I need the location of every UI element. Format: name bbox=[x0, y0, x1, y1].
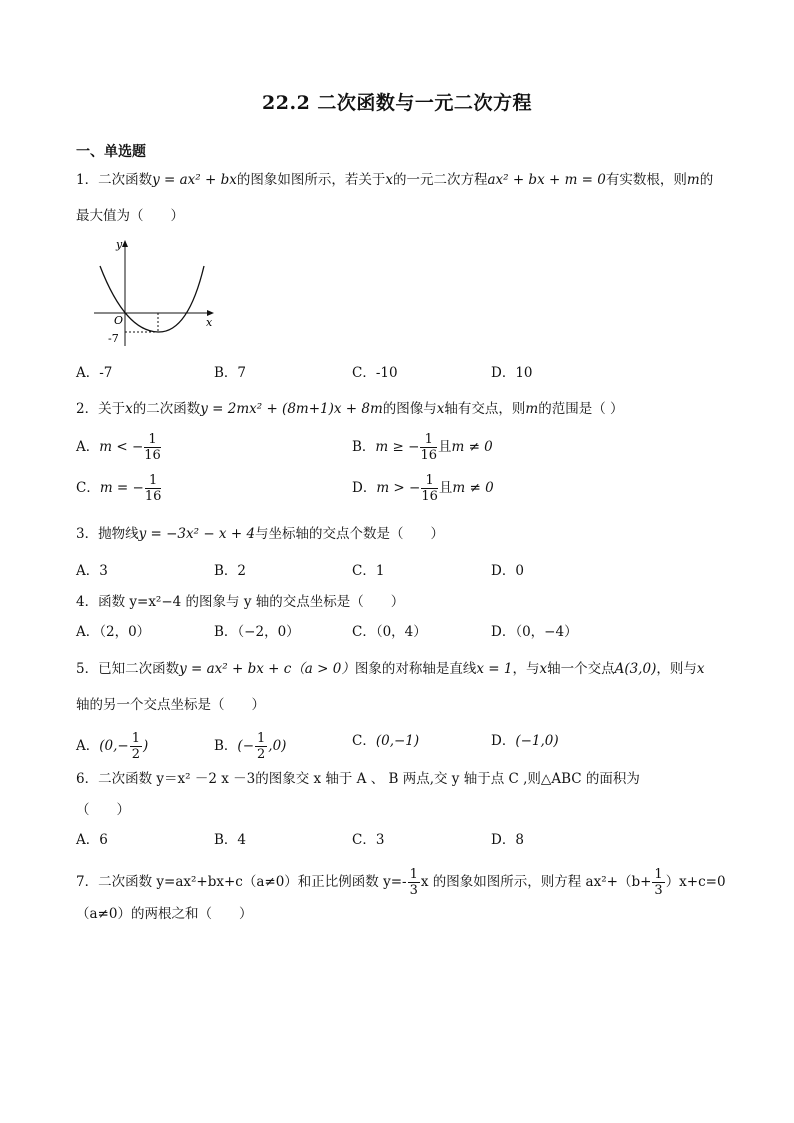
q6-option-a: A．6 bbox=[76, 832, 108, 848]
q2-option-d-fraction bbox=[421, 473, 438, 504]
q4-option-a: A．（2，0） bbox=[76, 624, 151, 640]
q2-option-d-and: 且 bbox=[438, 480, 453, 496]
fraction-denominator: 16 bbox=[144, 489, 162, 504]
q5-var-x2: x bbox=[696, 661, 705, 677]
q7-text-a: 7．二次函数 y=ax²+bx+c（a≠0）和正比例函数 y=- bbox=[76, 874, 407, 890]
q3-formula: y = −3x² − x + 4 bbox=[138, 526, 256, 542]
q2-text-d: 轴有交点，则 bbox=[444, 401, 526, 417]
q2-var-m: m bbox=[525, 401, 539, 417]
q5-text-c: ，与 bbox=[512, 661, 540, 677]
fraction-numerator: 1 bbox=[420, 432, 437, 448]
fraction-denominator: 16 bbox=[421, 489, 438, 504]
q5-option-d-letter: D． bbox=[491, 733, 516, 749]
q2-option-b-expr: m ≥ − bbox=[375, 439, 420, 455]
x-axis-label: x bbox=[206, 316, 213, 329]
min-value-label: -7 bbox=[108, 332, 119, 345]
q2-option-b-cond: m ≠ 0 bbox=[451, 439, 493, 455]
q1-option-d: D．10 bbox=[491, 365, 533, 381]
q3-line1 bbox=[76, 524, 444, 544]
q1-text-a: 1．二次函数 bbox=[76, 172, 153, 188]
q1-line2: 最大值为（ ） bbox=[76, 208, 184, 224]
q1-text-c: 的一元二次方程 bbox=[392, 172, 488, 188]
fraction-denominator: 2 bbox=[257, 747, 266, 762]
q5-option-a-letter: A． bbox=[76, 738, 100, 754]
q6-option-d: D．8 bbox=[491, 832, 524, 848]
q5-option-b-fraction bbox=[255, 731, 267, 762]
q5-condition: （a > 0） bbox=[291, 661, 355, 677]
fraction-denominator: 3 bbox=[409, 883, 418, 898]
q5-text-a: 5．已知二次函数 bbox=[76, 661, 180, 677]
fraction-numerator: 1 bbox=[145, 473, 162, 489]
q5-option-c-value: (0,−1) bbox=[375, 733, 420, 749]
q2-text-c: 的图像与 bbox=[382, 401, 437, 417]
q5-line1 bbox=[76, 659, 704, 679]
q1-option-c: C．-10 bbox=[352, 365, 398, 381]
q6-option-b: B．4 bbox=[214, 832, 247, 848]
q1-option-b: B．7 bbox=[214, 365, 247, 381]
fraction-denominator: 16 bbox=[420, 448, 437, 463]
q1-text-d: 有实数根，则 bbox=[605, 172, 687, 188]
q2-formula: y = 2mx² + (8m+1)x + 8m bbox=[200, 401, 383, 417]
fraction-denominator: 2 bbox=[131, 747, 140, 762]
q1-text-e: 的 bbox=[699, 172, 714, 188]
q4-line1: 4．函数 y=x²−4 的图象与 y 轴的交点坐标是（ ） bbox=[76, 594, 405, 610]
q1-formula-y: y = ax² + bx bbox=[152, 172, 237, 188]
q1-var-x: x bbox=[385, 172, 393, 188]
q5-text-b: 图象的对称轴是直线 bbox=[354, 661, 477, 677]
fraction-numerator: 1 bbox=[257, 731, 266, 746]
q5-text-d: 轴一个交点 bbox=[547, 661, 615, 677]
q5-option-c-letter: C． bbox=[352, 733, 376, 749]
q5-line2: 轴的另一个交点坐标是（ ） bbox=[76, 697, 265, 713]
fraction-numerator: 1 bbox=[421, 473, 438, 489]
q6-option-c: C．3 bbox=[352, 832, 385, 848]
q7-text-b: x 的图象如图所示，则方程 ax²+（b+ bbox=[420, 874, 652, 890]
q5-option-a-close: ) bbox=[143, 738, 149, 754]
q5-option-b bbox=[214, 731, 286, 762]
q5-option-b-close: ,0) bbox=[268, 738, 287, 754]
q2-option-c-expr: m = − bbox=[99, 480, 144, 496]
q2-option-d-cond: m ≠ 0 bbox=[452, 480, 494, 496]
q1-line1 bbox=[76, 170, 713, 190]
q1-parabola-graph bbox=[92, 238, 218, 348]
q3-text-b: 与坐标轴的交点个数是（ ） bbox=[255, 526, 445, 542]
q5-option-b-value: (− bbox=[237, 738, 255, 754]
q2-option-b-letter: B． bbox=[352, 439, 376, 455]
q2-text-e: 的范围是（ ） bbox=[538, 401, 624, 417]
q2-option-a-letter: A． bbox=[76, 439, 100, 455]
fraction-denominator: 3 bbox=[654, 883, 663, 898]
q7-text-c: ）x+c=0 bbox=[665, 874, 726, 890]
q5-text-e: ，则与 bbox=[656, 661, 697, 677]
q3-option-b: B．2 bbox=[214, 563, 247, 579]
q5-option-d-value: (−1,0) bbox=[515, 733, 559, 749]
q2-line1 bbox=[76, 399, 624, 419]
q5-option-a bbox=[76, 731, 148, 762]
q1-option-a: A．-7 bbox=[76, 365, 113, 381]
q7-fraction-1 bbox=[408, 867, 420, 898]
q2-text-a: 2．关于 bbox=[76, 401, 126, 417]
q5-option-a-fraction bbox=[130, 731, 142, 762]
q6-line1: 6．二次函数 y＝x² －2 x －3的图象交 x 轴于 A 、 B 两点,交 y 轴于点 C ,则△ABC 的面积为 bbox=[76, 771, 640, 787]
fraction-numerator: 1 bbox=[144, 432, 161, 448]
q2-option-d-letter: D． bbox=[352, 480, 377, 496]
q5-option-b-letter: B． bbox=[214, 738, 238, 754]
q3-option-a: A．3 bbox=[76, 563, 108, 579]
q6-line2: （ ） bbox=[76, 802, 130, 818]
page-title: 22.2 二次函数与一元二次方程 bbox=[262, 92, 532, 114]
y-axis-label: y bbox=[116, 238, 123, 251]
q2-option-d-expr: m > − bbox=[376, 480, 421, 496]
q5-point-a: A(3,0) bbox=[614, 661, 657, 677]
q2-option-c bbox=[76, 473, 162, 504]
q2-option-d bbox=[352, 473, 494, 504]
q5-formula: y = ax² + bx + c bbox=[179, 661, 292, 677]
fraction-denominator: 16 bbox=[144, 448, 161, 463]
q2-var-x: x bbox=[125, 401, 133, 417]
q5-option-d bbox=[491, 731, 559, 751]
q7-line1 bbox=[76, 867, 726, 898]
q4-option-d: D．（0，−4） bbox=[491, 624, 578, 640]
q2-text-b: 的二次函数 bbox=[132, 401, 201, 417]
q7-fraction-2 bbox=[652, 867, 664, 898]
q2-option-b-and: 且 bbox=[437, 439, 452, 455]
q3-text-a: 3．抛物线 bbox=[76, 526, 139, 542]
q2-option-a-fraction bbox=[144, 432, 161, 463]
q2-option-b bbox=[352, 432, 493, 463]
section-heading: 一、单选题 bbox=[76, 144, 146, 160]
q2-option-c-fraction bbox=[145, 473, 162, 504]
q2-option-a bbox=[76, 432, 162, 463]
q4-option-b: B．（−2，0） bbox=[214, 624, 300, 640]
q2-option-c-letter: C． bbox=[76, 480, 100, 496]
q2-option-b-fraction bbox=[420, 432, 437, 463]
fraction-numerator: 1 bbox=[654, 867, 663, 882]
q2-var-x2: x bbox=[436, 401, 445, 417]
q1-formula-eq: ax² + bx + m = 0 bbox=[487, 172, 606, 188]
q1-text-b: 的图象如图所示，若关于 bbox=[236, 172, 386, 188]
q5-var-x: x bbox=[539, 661, 548, 677]
q4-option-c: C．（0，4） bbox=[352, 624, 427, 640]
q5-option-c bbox=[352, 731, 419, 751]
q3-option-d: D．0 bbox=[491, 563, 524, 579]
q5-axis-eq: x = 1 bbox=[476, 661, 513, 677]
origin-label: O bbox=[114, 314, 124, 327]
y-axis-arrow bbox=[122, 240, 128, 247]
q3-option-c: C．1 bbox=[352, 563, 385, 579]
q7-line2: （a≠0）的两根之和（ ） bbox=[76, 906, 253, 922]
q5-option-a-value: (0,− bbox=[99, 738, 129, 754]
fraction-numerator: 1 bbox=[409, 867, 418, 882]
fraction-numerator: 1 bbox=[131, 731, 140, 746]
q1-var-m: m bbox=[686, 172, 700, 188]
q2-option-a-expr: m < − bbox=[99, 439, 144, 455]
